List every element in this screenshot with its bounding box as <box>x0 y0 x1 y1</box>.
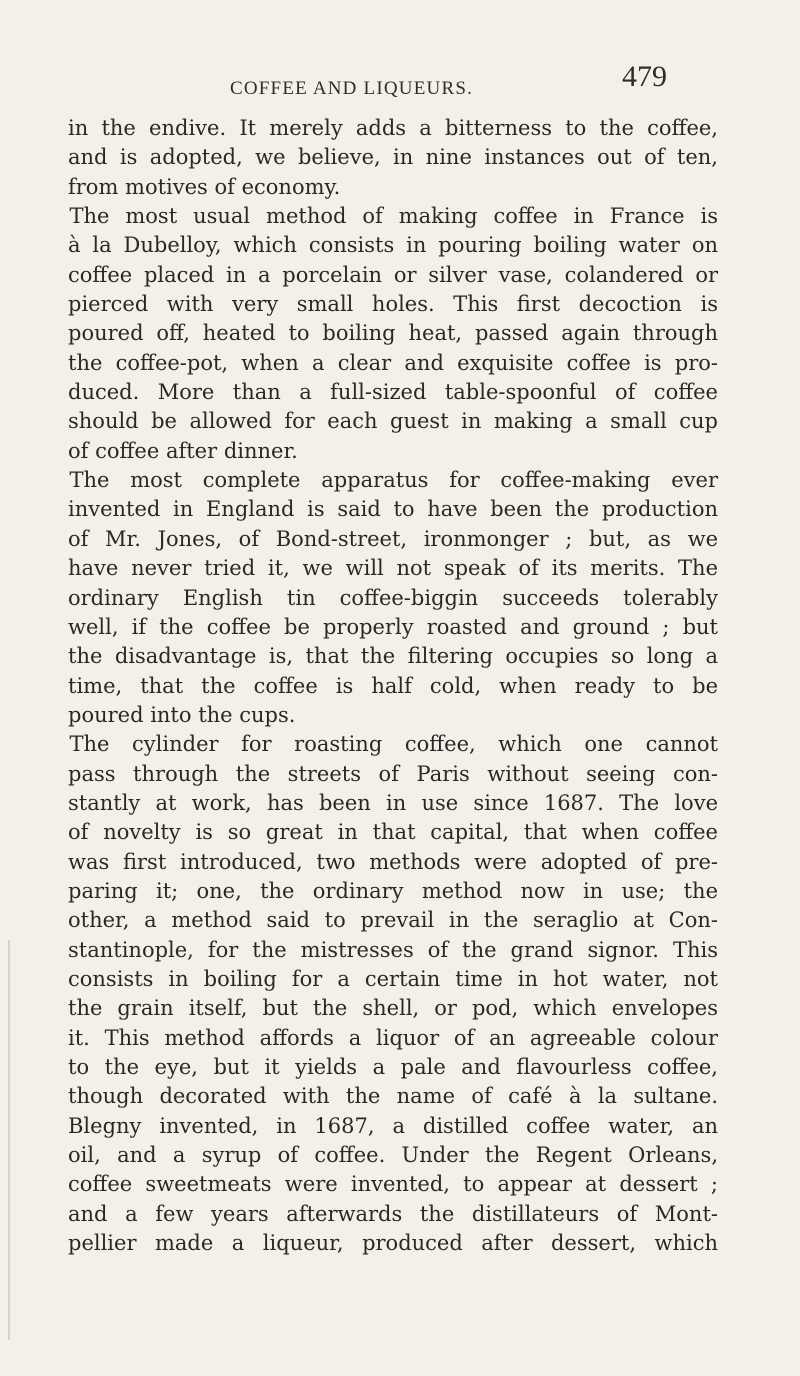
text-line: invented in England is said to have been the production <box>68 497 718 522</box>
text-line: have never tried it, we will not speak of its merits. The <box>68 556 718 581</box>
text-line: ordinary English tin coffee-biggin succeeds tolerably <box>68 585 718 610</box>
text-line: the coffee-pot, when a clear and exquisite coffee is pro- <box>68 350 718 375</box>
text-line: Blegny invented, in 1687, a distilled coffee water, an <box>68 1113 718 1138</box>
text-line: coffee placed in a porcelain or silver vase, colandered or <box>68 262 718 287</box>
text-line: of novelty is so great in that capital, that when coffee <box>68 820 718 845</box>
running-title: COFFEE AND LIQUEURS. <box>230 78 474 99</box>
text-line: The most usual method of making coffee in France is <box>69 204 718 229</box>
text-line: the disadvantage is, that the filtering occupies so long a <box>68 644 718 669</box>
text-line: pierced with very small holes. This first decoction is <box>68 292 718 317</box>
text-line: The cylinder for roasting coffee, which one cannot <box>69 732 718 757</box>
text-line: was first introduced, two methods were adopted of pre- <box>68 849 718 874</box>
text-line: well, if the coffee be properly roasted and ground ; but <box>68 614 718 639</box>
text-line: other, a method said to prevail in the seraglio at Con- <box>68 908 718 933</box>
text-line: time, that the coffee is half cold, when ready to be <box>68 673 718 698</box>
text-line: stantinople, for the mistresses of the grand signor. This <box>68 937 718 962</box>
text-line: it. This method affords a liquor of an agreeable colour <box>68 1025 718 1050</box>
text-line: paring it; one, the ordinary method now in use; the <box>68 878 718 903</box>
text-line: the grain itself, but the shell, or pod, which envelopes <box>68 996 718 1021</box>
text-line: in the endive. It merely adds a bitterness to the coffee, <box>68 116 718 140</box>
page-number: 479 <box>622 60 667 93</box>
text-line: of coffee after dinner. <box>68 438 298 463</box>
text-line: coffee sweetmeats were invented, to appear at dessert ; <box>68 1172 718 1197</box>
text-line: pellier made a liqueur, produced after dessert, which <box>68 1231 718 1256</box>
text-line: stantly at work, has been in use since 1687. The love <box>68 790 718 815</box>
text-line: pass through the streets of Paris without seeing con- <box>68 761 718 786</box>
text-line: consists in boiling for a certain time in hot water, not <box>68 966 718 991</box>
text-line: duced. More than a full-sized table-spoonful of coffee <box>68 380 718 405</box>
text-line: of Mr. Jones, of Bond-street, ironmonger ; but, as we <box>68 526 718 551</box>
text-line: à la Dubelloy, which consists in pouring boiling water on <box>68 233 718 258</box>
text-line: poured into the cups. <box>68 702 296 727</box>
page-edge-shadow <box>8 940 10 1340</box>
text-line: should be allowed for each guest in making a small cup <box>68 409 718 434</box>
text-line: oil, and a syrup of coffee. Under the Regent Orleans, <box>68 1143 718 1168</box>
text-line: from motives of economy. <box>68 174 341 199</box>
text-line: to the eye, but it yields a pale and flavourless coffee, <box>68 1055 718 1079</box>
text-line: though decorated with the name of café à la sultane. <box>68 1084 718 1109</box>
text-line: poured off, heated to boiling heat, passed again through <box>68 321 718 346</box>
text-line: and is adopted, we believe, in nine instances out of ten, <box>68 145 718 170</box>
text-line: The most complete apparatus for coffee-making ever <box>69 468 718 493</box>
body-text <box>68 114 718 1258</box>
text-line: and a few years afterwards the distillateurs of Mont- <box>68 1201 718 1226</box>
